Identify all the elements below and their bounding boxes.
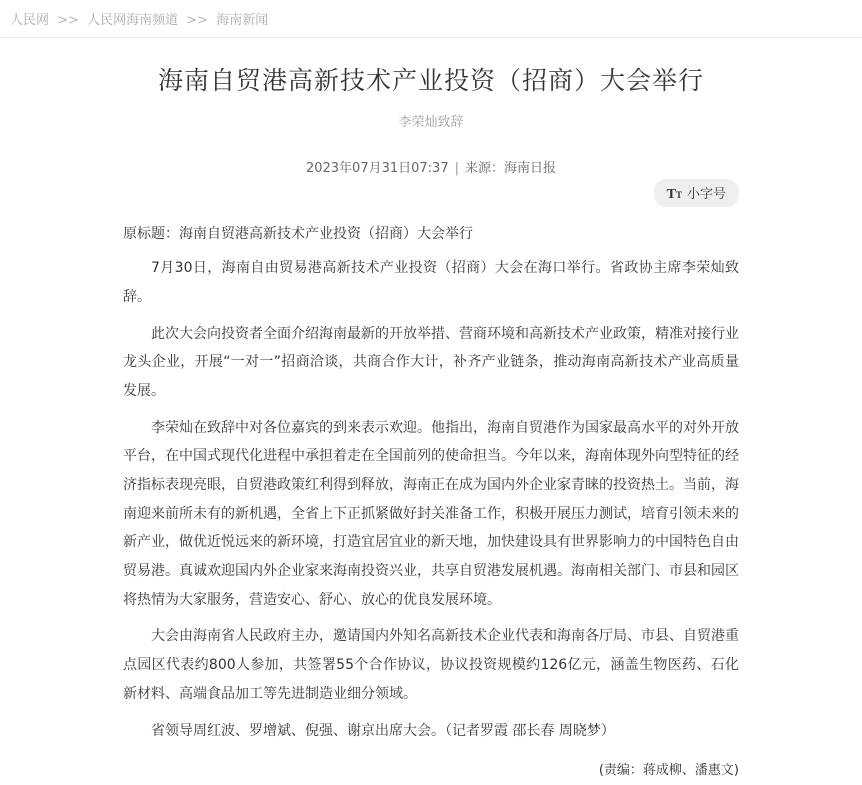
article-toolbar [123, 179, 739, 203]
font-size-label: 小字号 [686, 186, 726, 202]
article-body [123, 220, 739, 785]
article-paragraph: 李荣灿在致辞中对各位嘉宾的到来表示欢迎。他指出，海南自贸港作为国家最高水平的对外开放平台，在中国式现代化进程中承担着走在全国前列的使命担当。今年以来，海南体现外向型特征的经济指标表现亮眼，自贸港政策红利得到释放，海南正在成为国内外企业家青睐的投资热土。当前，海南迎来前所未有的新机遇，全省上下正抓紧做好封关准备工作，积极开展压力测试，培育引领未来的新产业，做优近悦远来的新环境，打造宜居宜业的新天地，加快建设具有世界影响力的中国特色自由贸易港。真诚欢迎国内外企业家来海南投资兴业，共享自贸港发展机遇。海南相关部门、市县和园区将热情为大家服务，营造安心、舒心、放心的优良发展环境。 [123, 419, 739, 608]
article-paragraph: 省领导周红波、罗增斌、倪强、谢京出席大会。（记者罗霞 邵长春 周晓梦） [151, 722, 615, 739]
source-name[interactable]: 海南日报 [504, 160, 557, 176]
article-paragraph: 此次大会向投资者全面介绍海南最新的开放举措、营商环境和高新技术产业政策，精准对接行业龙头企业，开展“一对一”招商洽谈，共商合作大计，补齐产业链条，推动海南高新技术产业高质量发展。 [123, 325, 739, 399]
breadcrumb-item-channel[interactable]: 人民网海南频道 [87, 13, 179, 28]
article-container [123, 65, 739, 785]
font-size-icon-small: T [675, 189, 682, 200]
original-title-line [123, 220, 739, 249]
original-title-label: 原标题： [123, 225, 179, 242]
font-size-button[interactable] [654, 179, 739, 207]
article-subtitle: 李荣灿致辞 [398, 114, 464, 130]
breadcrumb-separator: >> [57, 13, 79, 28]
breadcrumb-item-section[interactable]: 海南新闻 [216, 13, 269, 28]
article-paragraph: 大会由海南省人民政府主办，邀请国内外知名高新技术企业代表和海南各厅局、市县、自贸港重点园区代表约800人参加，共签署55个合作协议，协议投资规模约126亿元，涵盖生物医药、石化新材料、高端食品加工等先进制造业细分领域。 [123, 628, 739, 702]
breadcrumb [0, 0, 862, 38]
article-paragraph: 7月30日，海南自由贸易港高新技术产业投资（招商）大会在海口举行。省政协主席李荣灿致辞。 [123, 260, 739, 305]
breadcrumb-item-home[interactable]: 人民网 [10, 13, 50, 28]
page-title: 海南自贸港高新技术产业投资（招商）大会举行 [157, 66, 704, 95]
font-size-icon: T [666, 186, 676, 202]
publish-date: 2023年07月31日07:37 [305, 160, 449, 176]
article-meta [123, 157, 739, 176]
meta-divider: | [454, 160, 459, 176]
editor-credit: (责编：蒋成柳、潘惠文) [598, 763, 739, 779]
breadcrumb-separator: >> [186, 13, 209, 28]
original-title-text: 海南自贸港高新技术产业投资（招商）大会举行 [179, 225, 473, 242]
source-label: 来源： [465, 160, 505, 176]
